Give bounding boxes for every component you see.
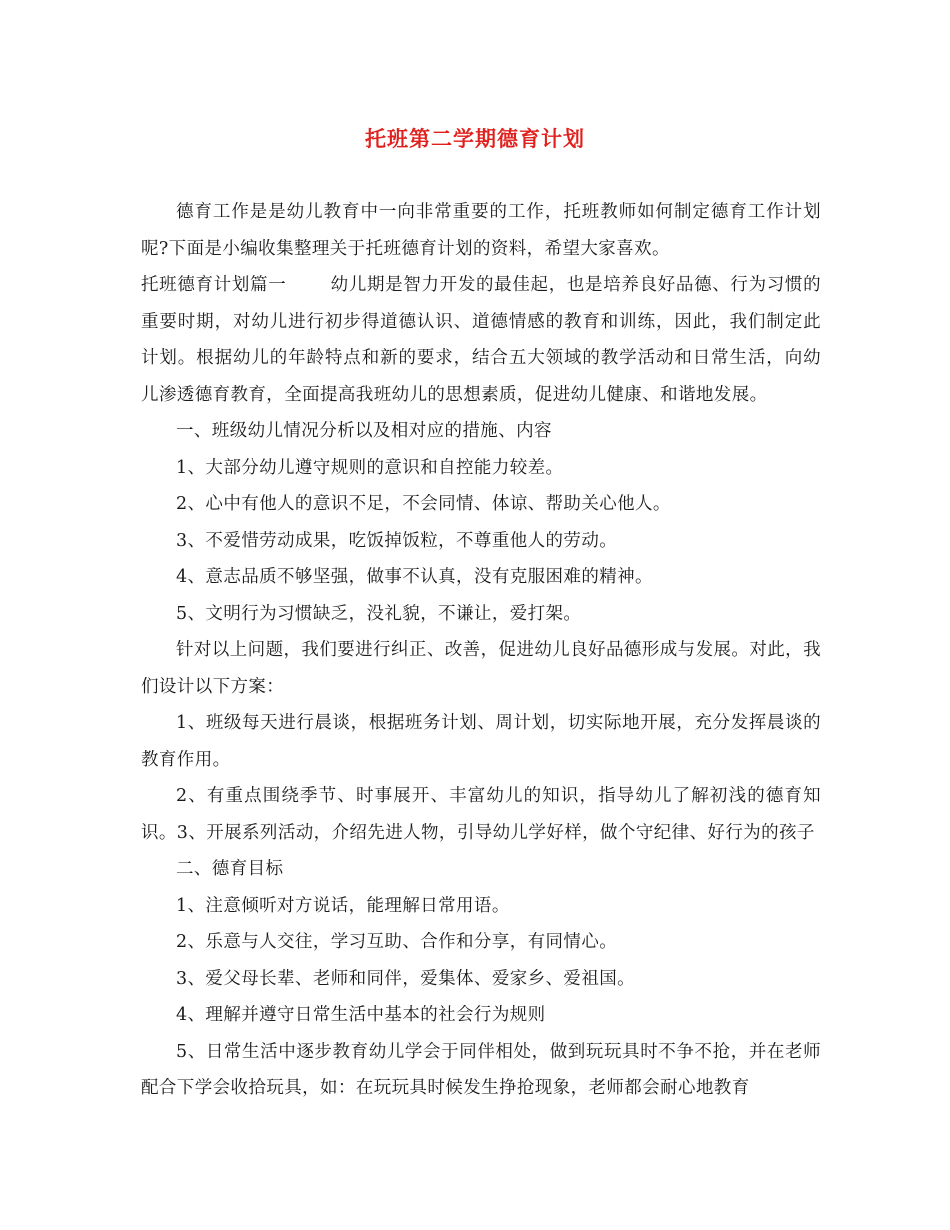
list-item: 1、班级每天进行晨谈，根据班务计划、周计划，切实际地开展，充分发挥晨谈的教育作用。 [141,713,821,770]
list-item: 5、日常生活中逐步教育幼儿学会于同伴相处，做到玩玩具时不争不抢，并在老师配合下学会收拾玩具，如：在玩玩具时候发生挣抢现象，老师都会耐心地教育 [141,1041,821,1098]
section-text: 幼儿期是智力开发的最佳起，也是培养良好品德、行为习惯的重要时期，对幼儿进行初步得道德认识、道德情感的教育和训练，因此，我们制定此计划。根据幼儿的年龄特点和新的要求，结合五大领域的教学活动和日常生活， [141,275,821,368]
section-text-continued: 向幼儿渗透德育教育，全面提高我班幼儿的思想素质，促进幼儿健康、和谐地发展。 [141,348,821,405]
list-item: 3、爱父母长辈、老师和同伴，爱集体、爱家乡、爱祖国。 [176,968,636,989]
heading-analysis: 一、班级幼儿情况分析以及相对应的措施、内容 [176,421,552,441]
list-item: 1、注意倾听对方说话，能理解日常用语。 [176,895,510,916]
document-title: 托班第二学期德育计划 [365,126,585,151]
document-body [141,194,821,1107]
list-item: 5、文明行为习惯缺乏，没礼貌，不谦让，爱打架。 [176,603,582,624]
intro-paragraph: 德育工作是是幼儿教育中一向非常重要的工作，托班教师如何制定德育工作计划呢?下面是小编收集整理关于托班德育计划的资料，希望大家喜欢。 [141,202,821,259]
list-item: 2、乐意与人交往，学习互助、合作和分享，有同情心。 [176,932,618,952]
list-item: 4、意志品质不够坚强，做事不认真，没有克服困难的精神。 [176,567,653,587]
section-label: 托班德育计划篇一 [141,275,287,295]
list-item: 2、心中有他人的意识不足，不会同情、体谅、帮助关心他人。 [176,494,671,514]
section-paragraph [141,267,821,413]
list-item: 1、大部分幼儿遵守规则的意识和自控能力较差。 [176,457,564,478]
list-item: 4、理解并遵守日常生活中基本的社会行为规则 [176,1005,546,1025]
heading-goals: 二、德育目标 [176,859,284,879]
plan-intro-paragraph: 针对以上问题，我们要进行纠正、改善，促进幼儿良好品德形成与发展。对此，我们设计以下方案： [141,640,821,697]
list-item: 2、有重点围绕季节、时事展开、丰富幼儿的知识，指导幼儿了解初浅的德育知识。3、开展系列活动，介绍先进人物，引导幼儿学好样，做个守纪律、好行为的孩子 [141,786,821,843]
list-item: 3、不爱惜劳动成果，吃饭掉饭粒，不尊重他人的劳动。 [176,530,618,551]
